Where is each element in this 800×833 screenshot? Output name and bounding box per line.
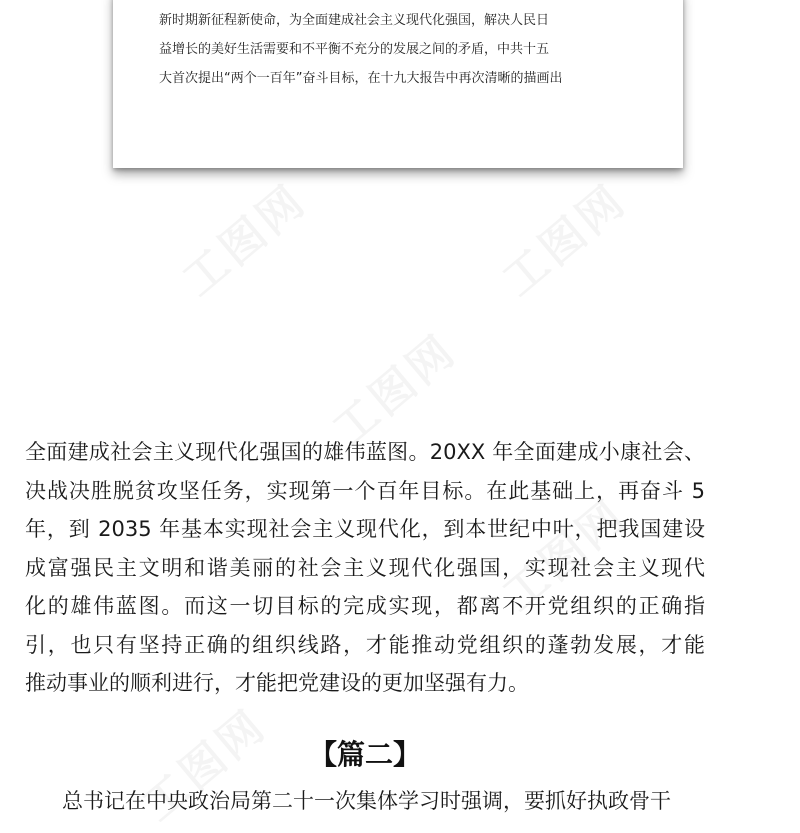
watermark xyxy=(486,166,637,308)
excerpt-card xyxy=(113,0,683,168)
body-line: 全面建成社会主义现代化强国的雄伟蓝图。20XX 年全面建成小康社会、 xyxy=(25,440,705,464)
watermark xyxy=(166,166,317,308)
body-line: 决战决胜脱贫攻坚任务，实现第一个百年目标。在此基础上，再奋斗 5 xyxy=(25,478,705,503)
body-paragraph xyxy=(25,433,705,703)
body-line: 成富强民主文明和谐美丽的社会主义现代化强国，实现社会主义现代 xyxy=(25,555,705,580)
next-paragraph-line: 总书记在中央政治局第二十一次集体学习时强调，要抓好执政骨干 xyxy=(62,789,671,813)
body-line: 化的雄伟蓝图。而这一切目标的完成实现，都离不开党组织的正确指 xyxy=(25,594,705,618)
body-line: 推动事业的顺利进行，才能把党建设的更加坚强有力。 xyxy=(25,671,529,695)
body-line: 引，也只有坚持正确的组织线路，才能推动党组织的蓬勃发展，才能 xyxy=(25,632,705,657)
excerpt-line: 益增长的美好生活需要和不平衡不充分的发展之间的矛盾，中共十五 xyxy=(159,42,550,57)
excerpt-line: 新时期新征程新使命，为全面建成社会主义现代化强国，解决人民日 xyxy=(159,13,550,28)
section-heading: 【篇二】 xyxy=(308,738,421,771)
body-line: 年，到 2035 年基本实现社会主义现代化，到本世纪中叶，把我国建设 xyxy=(25,517,705,541)
excerpt-line: 大首次提出“两个一百年”奋斗目标，在十九大报告中再次清晰的描画出 xyxy=(159,71,563,86)
excerpt-text xyxy=(159,6,659,93)
